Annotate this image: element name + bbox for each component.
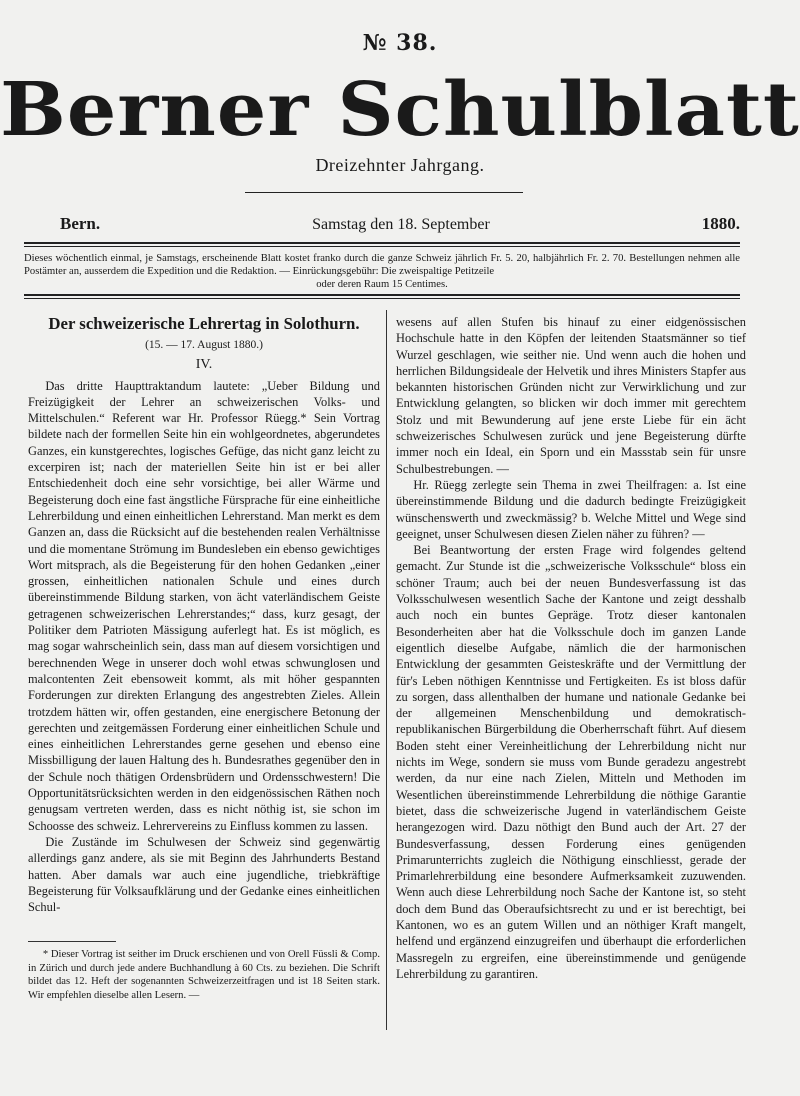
dateline-year: 1880. [701,214,740,233]
footnote-rule [28,941,116,942]
header-rule-bottom [24,294,740,296]
notice-text-last: oder deren Raum 15 Centimes. [316,279,448,290]
section-number: IV. [195,357,213,373]
paragraph: Hr. Rüegg zerlegte sein Thema in zwei Theilfragen: a. Ist eine übereinstimmende Bildung und die dadurch bedingte Freizügigkeit wünschenswerth und zweckmässig? b. Welche Mittel und Wege sind geeignet, unser Schulwesen diesen Zielen näher zu führen? — [396,477,746,541]
column-divider [386,310,387,1030]
dateline-city: Bern. [60,214,101,233]
issue-number: № 38. [362,30,438,56]
paragraph: Das dritte Haupttraktandum lautete: „Ueber Bildung und Freizügigkeit der Lehrer an schweizerischen Volks- und Mittelschulen.“ Referent war Hr. Professor Rüegg.* Sein Vortrag bildete nach der formellen Seite hin ein wohlgeordnetes, abgerundetes Ganzes, ein kunstgerechtes, logisches Gefüge, das nicht ganz leicht zu excerpiren ist; nach der materiellen Seite hin ist er bei aller Entschiedenheit doch eine sehr vorsichtige, bei aller Wärme und Begeisterung doch eine fast ängstliche Fürsprache für eine einheitliche Lehrerbildung und einen einheitlichen Lehrerstand. Man merkt es dem Ganzen an, dass die Rücksicht auf die bestehenden realen Verhältnisse und die momentane Strömung im Bundesleben ein ebenso gewichtiges Wort mitsprach, als die Begeisterung für den hohen Gedanken „einer grossen, einheitlichen nationalen Schule und eines durch übereinstimmende Bildung starken, von ächt vaterländischem Geiste getragenen schweizerischen Lehrerstandes;“ dass, kurz gesagt, der Politiker dem Patrioten Mässigung auferlegt hat. Es ist möglich, es mag sogar wahrscheinlich sein, dass man auf diesem vorsichtigen und berechnenden Wege in unserer doch wohl etwas schwunglosen und malcontenten Zeit ebensoweit kommt, als mit höher gespannten Forderungen zur direkten Erlangung des angestrebten Zieles. Allein trotzdem hätten wir, offen gestanden, eine energischere Betonung der gerechten und zeitgemässen Forderung einer einheitlichen Schule und eines einheitlichen Lehrerstandes gerne gesehen und ebenso eine Missbilligung der lauen Haltung des h. Bundesrathes gegenüber den in der Schule noch thätigen Ordensbrüdern und Ordensschwestern! Die Opportunitätsrücksichten werden in den eidgenössischen Räthen noch genugsam vertreten werden, dass es nicht nöthig ist, sie schon im Schoosse des schweiz. Lehrervereins zu Einfluss kommen zu lassen. [28,378,380,833]
header-rule-bottom-thin [24,298,740,299]
dateline-date: Samstag den 18. September [312,216,490,233]
paragraph: Bei Beantwortung der ersten Frage wird folgendes geltend gemacht. Zur Stunde ist die „schweizerische Volksschule“ bloss ein schöner Traum; auch bei der neuen Bundesverfassung ist das Volksschulwesen wesentlich Sache der Kantone und zeigt desshalb auch noch ein buntes Gepräge. Trotz dieser kantonalen Besonderheiten aber hat die Volksschule doch im ganzen Lande eigentlich dieselbe Aufgabe, nämlich die der harmonischen Entwicklung der gesammten Geisteskräfte und der Vermittlung der für's Leben nöthigen Kenntnisse und Fertigkeiten. Es ist bloss dafür zu sorgen, dass allenthalben der humane und nationale Gedanke bei der allgemeinen Menschenbildung und demokratisch-republikanischen Bürgerbildung die Oberherrschaft führt. Auf diesem Boden steht einer Vereinheitlichung der Lehrerbildung nicht nur nichts im Wege, sondern sie muss vom Bunde geradezu angestrebt werden, da nur eine nach Zielen, Mitteln und Methoden im Wesentlichen übereinstimmende Lehrerbildung die nöthige Garantie bietet, dass die schweizerische Jugend in vaterländischem Geiste herangezogen wird. Dazu nöthigt den Bund auch der Art. 27 der Bundesverfassung, dessen Forderung eines genügenden Primarunterrichts zugleich die Nöthigung einschliesst, gerade der Primarlehrerbildung eine besondere Aufmerksamkeit zuzuwenden. Wenn auch diese Lehrerbildung noch Sache der Kantone ist, so steht doch dem Bund das Oberaufsichtsrecht zu und er ist berechtigt, bei Kantonen, wo es an gutem Willen und an nöthiger Kraft mangelt, helfend und ergänzend einzugreifen und überhaupt die erforderlichen Massregeln zu ergreifen, eine übereinstimmende und genügende Lehrerbildung zu garantiren. [396,543,746,981]
header-rule-top-thin [24,246,740,247]
article-title: Der schweizerische Lehrertag in Solothurn. [48,314,360,333]
paragraph: wesens auf allen Stufen bis hinauf zu einer eidgenössischen Hochschule hatte in den Köpfen der leitenden Staatsmänner so tief Wurzel geschlagen, wie seither nie. Und wenn auch die hohen und herrlichen Bildungsideale der Helvetik und ihres Ministers Stapfer aus bekannten historischen Gründen nicht zur Verwirklichung und zur Entwicklung gelangten, so blicken wir doch immer mit gerechtem Stolz und mit Bewunderung auf jene erste Liebe für ein ächt schweizerisches Schulwesen zurück und jene Begeisterung dürfte immer noch ein Ideal, ein Sporn und ein Massstab sein für unsre Schulbestrebungen. — [396,315,746,476]
left-column [28,314,380,1002]
notice-text: Dieses wöchentlich einmal, je Samstags, erscheinende Blatt kostet franko durch die ganze Schweiz jährlich Fr. 5. 20, halbjährlich Fr. 2. 70. Bestellungen nehmen alle Postämter an, ausserdem die Expedition und die Redaktion. — Einrückungsgebühr: Die zweispaltige Petitzeile [24,253,740,277]
paragraph: Die Zustände im Schulwesen der Schweiz sind gegenwärtig allerdings ganz andere, als sie mit Beginn des Jahrhunderts Bestand hatten. Aber damals war auch eine jugendliche, triebkräftige Begeisterung für Volksaufklärung und der Gedanke eines einheitlichen Schul- [28,834,380,915]
footnote: * Dieser Vortrag ist seither im Druck erschienen und von Orell Füssli & Comp. in Zürich und durch jede andere Buchhandlung à 60 Cts. zu beziehen. Die Schrift bildet das 12. Heft der sogenannten Schweizerzeitfragen und ist 18 Seiten stark. Wir empfehlen dieselbe allen Lesern. — [28,949,380,1001]
right-column [396,314,746,982]
title-divider [245,192,523,193]
dateline [60,214,740,234]
header-rule-top [24,242,740,244]
volume-subtitle: Dreizehnter Jahrgang. [315,155,485,175]
article-dates: (15. — 17. August 1880.) [145,339,263,351]
masthead-title: Berner Schulblatt [0,67,800,153]
subscription-notice [24,252,740,291]
